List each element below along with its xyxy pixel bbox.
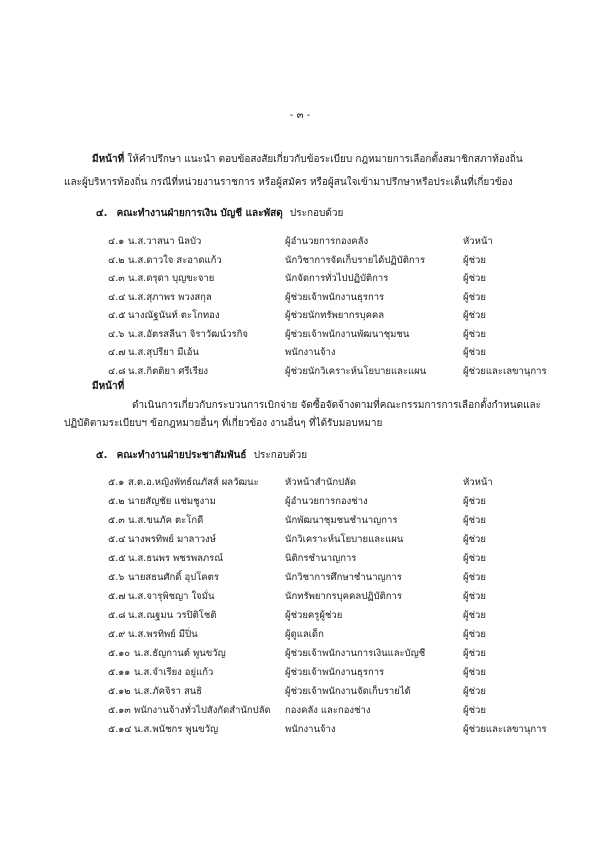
member-number: ๕.๑๓: [108, 705, 131, 716]
member-name: ส.ต.อ.หญิงพัทธ์ณภัสส์ ผลวัฒนะ: [128, 477, 259, 488]
member-row: [0, 722, 600, 740]
member-number: ๕.๑๑: [108, 667, 131, 678]
member-number: ๕.๔: [108, 534, 126, 545]
member-name: น.ส.อัตรสลีนา จิราวัฒน์วรกิจ: [128, 328, 248, 340]
member-name: นายสัญชัย แช่มชูงาม: [128, 496, 216, 507]
member-role: ผู้ช่วย: [463, 310, 486, 321]
member-number: ๕.๑: [108, 477, 125, 488]
member-position: กองคลัง และกองช่าง: [285, 705, 371, 716]
member-number: ๕.๖: [108, 572, 125, 583]
member-name: น.ส.ขนภัค ตะโกดี: [128, 515, 204, 526]
section-4-title: คณะทำงานฝ่ายการเงิน บัญชี และพัสดุ: [116, 208, 283, 219]
intro-paragraph: [92, 150, 542, 170]
member-number: ๕.๒: [108, 496, 125, 507]
member-row: [0, 253, 600, 271]
member-position: ผู้อำนวยการกองช่าง: [285, 496, 368, 507]
member-row: [0, 271, 600, 289]
member-name: น.ส.กิตติยา ศรีเรียง: [128, 365, 209, 377]
member-role: หัวหน้า: [463, 477, 493, 488]
member-position: นักวิชาการจัดเก็บรายได้ปฏิบัติการ: [285, 254, 426, 266]
member-role: ผู้ช่วย: [463, 496, 486, 507]
member-role: ผู้ช่วย: [463, 291, 486, 303]
member-position: ผู้ช่วยนักทรัพยากรบุคคล: [285, 310, 385, 321]
member-row: [0, 290, 600, 308]
member-role: ผู้ช่วย: [463, 328, 486, 340]
section-5-number: ๕.: [96, 450, 108, 461]
member-position: ผู้ดูแลเด็ก: [285, 629, 324, 640]
member-role: ผู้ช่วย: [463, 534, 486, 545]
member-row: [0, 703, 600, 721]
section-5-heading: [96, 448, 307, 463]
member-row: [0, 646, 600, 664]
member-position: หัวหน้าสำนักปลัด: [285, 477, 357, 488]
member-name: น.ส.ดาวใจ สะอาดแก้ว: [128, 254, 222, 266]
member-row: [0, 308, 600, 326]
member-row: [0, 327, 600, 345]
member-row: [0, 513, 600, 531]
member-number: ๕.๑๔: [108, 724, 132, 735]
member-row: [0, 551, 600, 569]
member-row: [0, 608, 600, 626]
member-row: [0, 589, 600, 607]
member-number: ๔.๓: [108, 273, 125, 284]
section-4-duty-text: ดำเนินการเกี่ยวกับกระบวนการเบิกจ่าย จัดซื้อจัดจ้างตามที่คณะกรรมการการเลือกตั้งกำหนดและ: [132, 400, 542, 411]
member-position: นักทรัพยากรบุคคลปฏิบัติการ: [285, 591, 402, 602]
member-row: [0, 570, 600, 588]
member-role: ผู้ช่วย: [463, 667, 486, 678]
member-row: [0, 532, 600, 550]
member-position: ผู้ช่วยเจ้าพนักงานธุรการ: [285, 667, 385, 678]
member-name: นายสธนศักดิ์ อุปโคตร: [128, 572, 219, 583]
section-4-duty-label: มีหน้าที่: [92, 381, 125, 392]
member-position: พนักงานจ้าง: [285, 724, 336, 735]
intro-text: ให้คำปรึกษา แนะนำ ตอบข้อสงสัยเกี่ยวกับข้อระเบียบ กฎหมายการเลือกตั้งสมาชิกสภาท้องถิ่น: [127, 154, 523, 165]
member-position: นักวิเคราะห์นโยบายและแผน: [285, 534, 404, 545]
section-4-heading: [96, 206, 343, 221]
member-number: ๔.๗: [108, 347, 126, 358]
member-row: [0, 345, 600, 363]
member-row: [0, 684, 600, 702]
member-position: นักวิชาการศึกษาชำนาญการ: [285, 572, 402, 583]
section-5-suffix: ประกอบด้วย: [253, 450, 308, 461]
member-name: น.ส.ภัคจิรา สนธิ: [134, 686, 203, 697]
member-position: ผู้อำนวยการกองคลัง: [285, 236, 369, 247]
member-name: น.ส.สุปรียา มีเอ้น: [128, 347, 199, 358]
member-role: ผู้ช่วยและเลขานุการ: [463, 724, 547, 735]
member-number: ๕.๑๒: [108, 686, 131, 697]
member-number: ๕.๘: [108, 610, 126, 621]
member-position: นิติกรชำนาญการ: [285, 553, 357, 564]
member-number: ๔.๕: [108, 310, 126, 321]
member-position: ผู้ช่วยนักวิเคราะห์นโยบายและแผน: [285, 365, 427, 377]
section-4-duty-text-continued: ปฏิบัติตามระเบียบฯ ข้อกฎหมายอื่นๆ ที่เกี่ยวข้อง งานอื่นๆ ที่ได้รับมอบหมาย: [64, 418, 383, 429]
member-number: ๔.๒: [108, 254, 125, 266]
member-position: นักพัฒนาชุมชนชำนาญการ: [285, 515, 398, 526]
member-role: ผู้ช่วย: [463, 553, 486, 564]
member-position: ผู้ช่วยเจ้าพนักงานธุรการ: [285, 291, 385, 303]
page-number: - ๓ -: [289, 110, 311, 121]
member-role: ผู้ช่วย: [463, 591, 486, 602]
member-name: น.ส.ธัญกานต์ พูนขวัญ: [134, 648, 226, 659]
section-5-title: คณะทำงานฝ่ายประชาสัมพันธ์: [116, 450, 247, 461]
member-role: ผู้ช่วย: [463, 705, 486, 716]
member-number: ๔.๑: [108, 236, 125, 247]
member-role: ผู้ช่วย: [463, 515, 486, 526]
member-name: น.ส.ธนพร พชรพลภรณ์: [128, 553, 224, 564]
member-number: ๔.๔: [108, 291, 126, 303]
member-role: ผู้ช่วย: [463, 629, 486, 640]
member-role: ผู้ช่วยและเลขานุการ: [463, 365, 547, 377]
member-role: หัวหน้า: [463, 236, 493, 247]
member-name: น.ส.พรทิพย์ มีปิ่น: [128, 629, 198, 640]
member-row: [0, 665, 600, 683]
member-name: น.ส.สุภาพร พวงสกุล: [128, 291, 212, 303]
member-role: ผู้ช่วย: [463, 648, 486, 659]
member-position: ผู้ช่วยเจ้าพนักงานพัฒนาชุมชน: [285, 328, 410, 340]
member-number: ๕.๙: [108, 629, 126, 640]
member-position: พนักงานจ้าง: [285, 347, 336, 358]
member-role: ผู้ช่วย: [463, 572, 486, 583]
section-4-number: ๔.: [96, 208, 108, 219]
member-name: นางณัฐนันท์ ตะโกทอง: [128, 310, 220, 321]
member-position: นักจัดการทั่วไปปฏิบัติการ: [285, 273, 389, 284]
member-row: [0, 475, 600, 493]
member-number: ๔.๖: [108, 328, 125, 340]
member-row: [0, 364, 600, 382]
intro-text-continued: และผู้บริหารท้องถิ่น กรณีที่หน่วยงานราชการ หรือผู้สมัคร หรือผู้สนใจเข้ามาปรึกษาหรือประเด็นที่เกี่ยวข้อง: [64, 177, 513, 188]
member-role: ผู้ช่วย: [463, 254, 486, 266]
member-row: [0, 494, 600, 512]
member-row: [0, 627, 600, 645]
member-number: ๕.๑๐: [108, 648, 131, 659]
member-name: น.ส.วาสนา นิลบัว: [128, 236, 202, 247]
member-name: น.ส.จารุพิชญา ใจมั่น: [128, 591, 215, 602]
intro-duty-label: มีหน้าที่: [92, 154, 125, 165]
section-4-suffix: ประกอบด้วย: [289, 208, 344, 219]
member-name: น.ส.จำเรียง อยู่แก้ว: [134, 667, 214, 678]
member-number: ๕.๗: [108, 591, 126, 602]
member-position: ผู้ช่วยเจ้าพนักงานการเงินและบัญชี: [285, 648, 426, 659]
member-role: ผู้ช่วย: [463, 347, 486, 358]
member-position: ผู้ช่วยครูผู้ช่วย: [285, 610, 343, 621]
member-name: น.ส.ณฐมน วรปิติโชติ: [128, 610, 217, 621]
member-name: พนักงานจ้างทั่วไปสังกัดสำนักปลัด: [134, 705, 271, 716]
member-role: ผู้ช่วย: [463, 610, 486, 621]
member-number: ๔.๘: [108, 365, 126, 377]
member-name: น.ส.พนัชกร พูนขวัญ: [134, 724, 219, 735]
member-row: [0, 234, 600, 252]
member-name: น.ส.ดรุดา บุญขะจาย: [128, 273, 215, 284]
member-role: ผู้ช่วย: [463, 273, 486, 284]
member-name: นางพรทิพย์ มาลาวงษ์: [128, 534, 216, 545]
member-number: ๕.๓: [108, 515, 125, 526]
member-number: ๕.๕: [108, 553, 126, 564]
member-role: ผู้ช่วย: [463, 686, 486, 697]
member-position: ผู้ช่วยเจ้าพนักงานจัดเก็บรายได้: [285, 686, 411, 697]
